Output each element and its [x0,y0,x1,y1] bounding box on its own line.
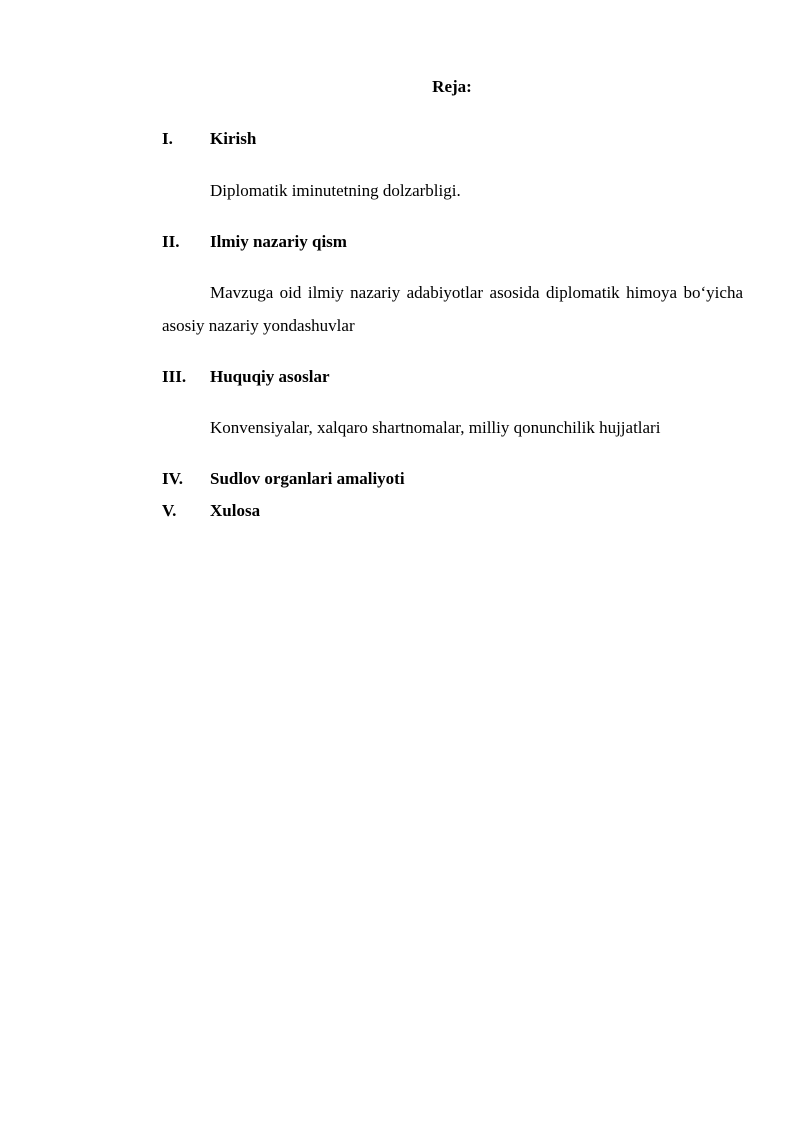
section-heading-1 [162,128,256,150]
section-title: Ilmiy nazariy qism [210,232,347,251]
section-number: III. [162,367,187,386]
section-body-text: Konvensiyalar, xalqaro shartnomalar, milliy qonunchilik hujjatlari [210,418,661,437]
section-heading-5 [162,500,260,522]
section-body-1 [162,174,743,207]
section-heading-2 [162,231,347,253]
section-body-text: Mavzuga oid ilmiy nazariy adabiyotlar asosida diplomatik himoya bo‘yicha asosiy nazariy yondashuvlar [162,283,743,335]
section-title: Xulosa [210,501,261,520]
section-body-text: Diplomatik iminutetning dolzarbligi. [210,181,461,200]
section-title: Huquqiy asoslar [210,367,330,386]
section-heading-4 [162,468,405,490]
section-number: IV. [162,469,183,488]
section-heading-3 [162,366,330,388]
page-title: Reja: [432,77,472,96]
section-body-2 [162,276,743,342]
section-title: Kirish [210,129,257,148]
section-title: Sudlov organlari amaliyoti [210,469,405,488]
section-body-3 [162,411,743,444]
section-number: II. [162,232,180,251]
section-number: V. [162,501,177,520]
section-number: I. [162,129,173,148]
